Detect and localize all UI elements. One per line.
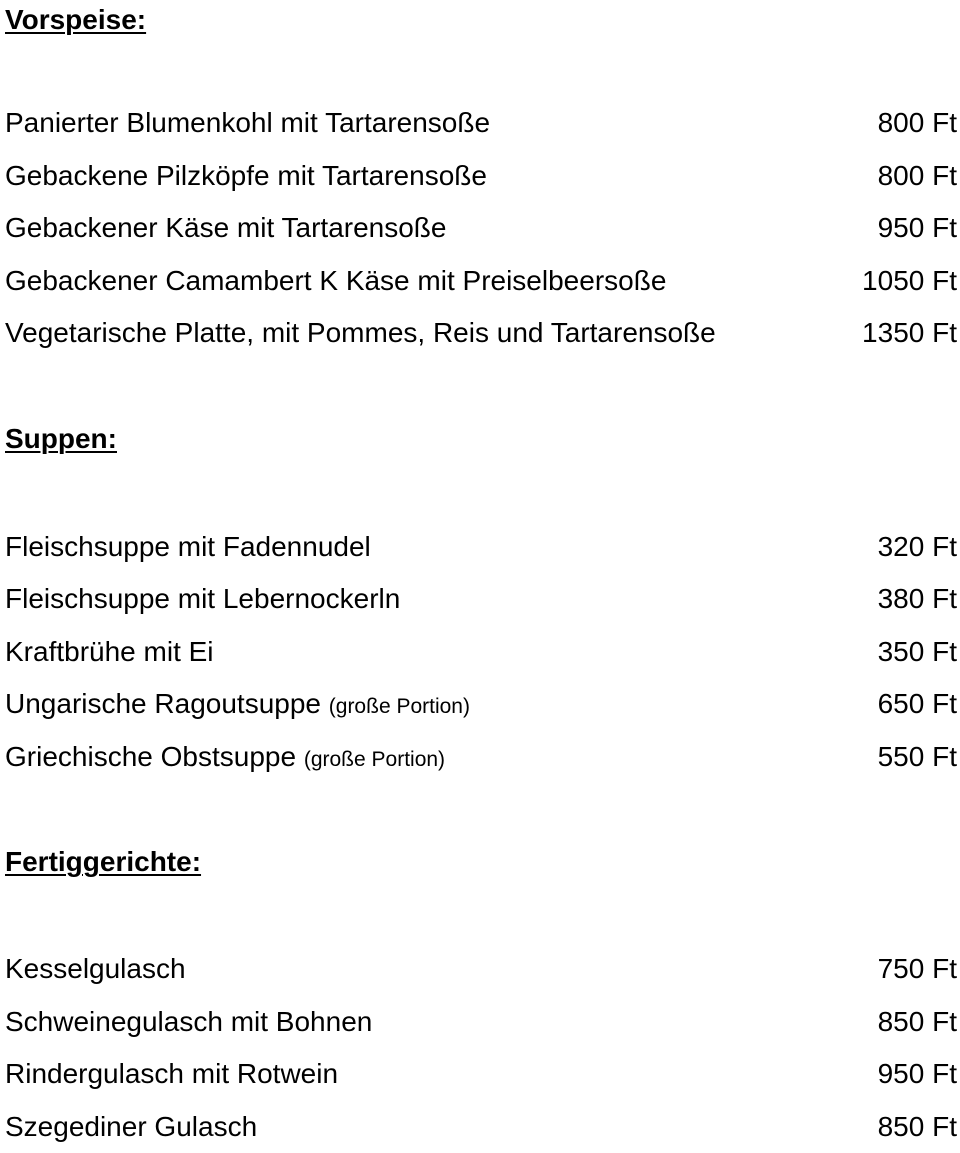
menu-item [5, 573, 957, 626]
section-suppen [5, 420, 957, 784]
item-name-text: Gebackene Pilzköpfe mit Tartarensoße [5, 160, 487, 191]
item-price: 800 Ft [878, 150, 957, 203]
menu-item [5, 521, 957, 574]
item-name [5, 202, 446, 255]
menu-item [5, 1101, 957, 1153]
item-name-text: Panierter Blumenkohl mit Tartarensoße [5, 107, 490, 138]
item-price: 950 Ft [878, 1048, 957, 1101]
item-name [5, 255, 666, 308]
item-price: 800 Ft [878, 97, 957, 150]
menu-item [5, 678, 957, 731]
item-name-text: Vegetarische Platte, mit Pommes, Reis und Tartarensoße [5, 317, 716, 348]
item-name [5, 996, 372, 1049]
item-name-text: Rindergulasch mit Rotwein [5, 1058, 338, 1089]
item-price: 1050 Ft [862, 255, 957, 308]
item-name [5, 307, 716, 360]
item-name-text: Kraftbrühe mit Ei [5, 636, 214, 667]
section-heading: Fertiggerichte: [5, 843, 957, 881]
item-name [5, 150, 487, 203]
item-name [5, 1101, 257, 1153]
item-name [5, 943, 186, 996]
item-price: 350 Ft [878, 626, 957, 679]
item-name [5, 731, 445, 787]
section-fertiggerichte [5, 843, 957, 1153]
menu-item [5, 202, 957, 255]
item-name-text: Ungarische Ragoutsuppe [5, 688, 321, 719]
item-price: 1350 Ft [862, 307, 957, 360]
item-name [5, 1048, 338, 1101]
menu-item [5, 996, 957, 1049]
menu-item [5, 97, 957, 150]
section-vorspeise [5, 1, 957, 360]
item-name [5, 573, 400, 626]
menu-item [5, 1048, 957, 1101]
menu-item [5, 255, 957, 308]
item-name-text: Kesselgulasch [5, 953, 186, 984]
item-name-text: Gebackener Camambert K Käse mit Preiselbeersoße [5, 265, 666, 296]
menu-item-list [5, 97, 957, 360]
item-price: 950 Ft [878, 202, 957, 255]
item-price: 650 Ft [878, 678, 957, 731]
menu-item [5, 731, 957, 784]
item-name-text: Gebackener Käse mit Tartarensoße [5, 212, 446, 243]
item-name-text: Schweinegulasch mit Bohnen [5, 1006, 372, 1037]
item-price: 850 Ft [878, 996, 957, 1049]
item-price: 550 Ft [878, 731, 957, 784]
item-name-text: Szegediner Gulasch [5, 1111, 257, 1142]
menu-item-list [5, 521, 957, 784]
item-price: 750 Ft [878, 943, 957, 996]
menu-document [5, 0, 957, 1153]
item-name [5, 678, 470, 734]
item-name-text: Fleischsuppe mit Fadennudel [5, 531, 371, 562]
item-name [5, 626, 214, 679]
item-name-text: Fleischsuppe mit Lebernockerln [5, 583, 400, 614]
item-name [5, 97, 490, 150]
section-heading: Suppen: [5, 420, 957, 458]
item-name [5, 521, 371, 574]
menu-item [5, 626, 957, 679]
menu-item-list [5, 943, 957, 1153]
item-portion-note: (große Portion) [304, 748, 445, 771]
item-name-text: Griechische Obstsuppe [5, 741, 296, 772]
item-price: 320 Ft [878, 521, 957, 574]
item-price: 850 Ft [878, 1101, 957, 1153]
item-portion-note: (große Portion) [329, 695, 470, 718]
item-price: 380 Ft [878, 573, 957, 626]
section-heading: Vorspeise: [5, 1, 957, 39]
menu-item [5, 150, 957, 203]
menu-item [5, 307, 957, 360]
menu-item [5, 943, 957, 996]
